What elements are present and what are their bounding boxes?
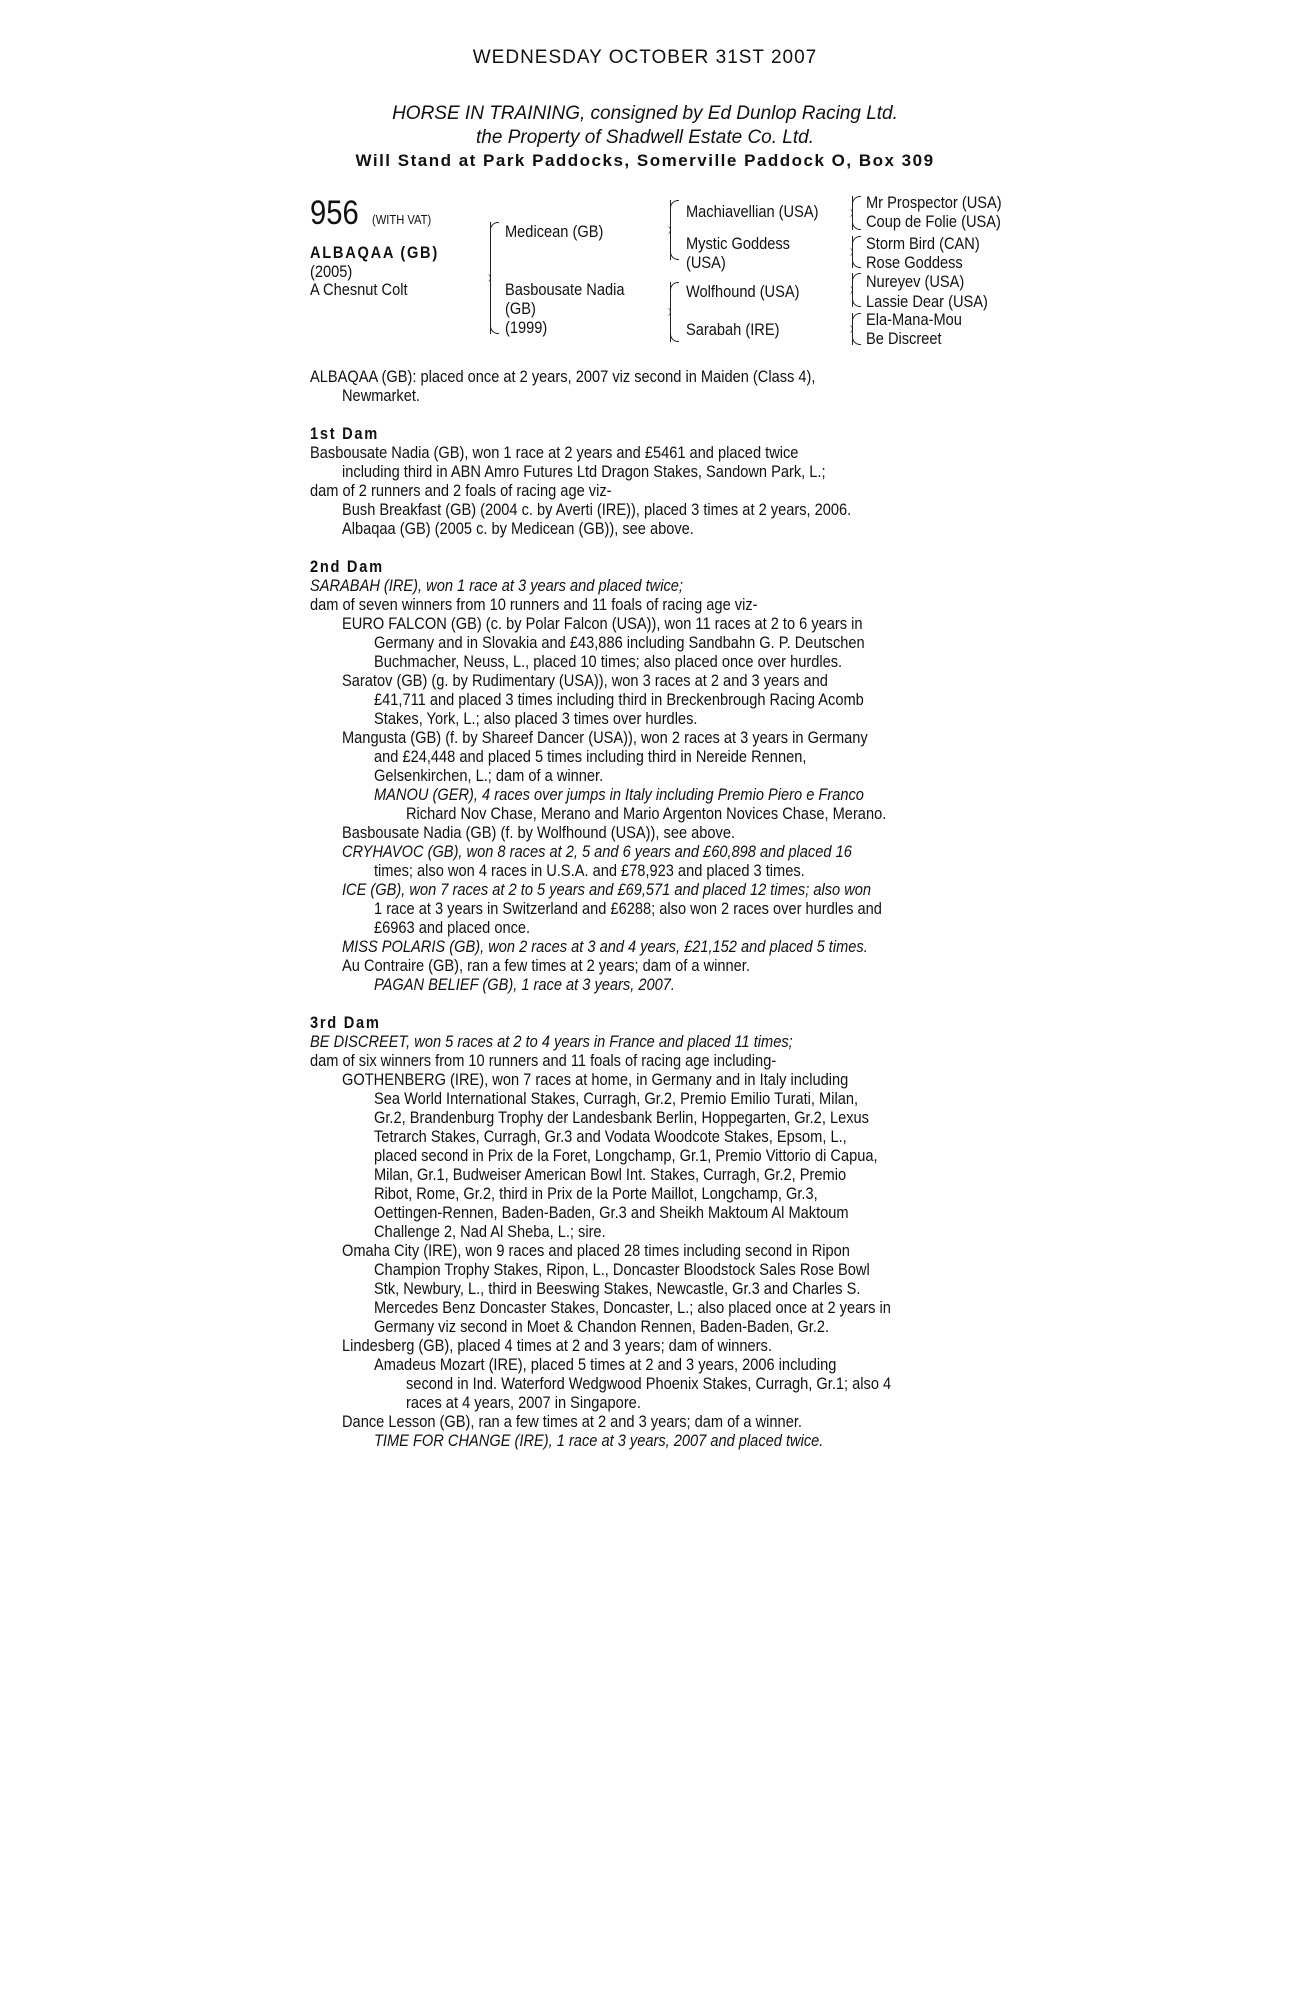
second-dam-line: Au Contraire (GB), ran a few times at 2 years; dam of a winner. [342,956,750,975]
second-dam-line: times; also won 4 races in U.S.A. and £78,923 and placed 3 times. [374,861,805,880]
third-dam-line: GOTHENBERG (IRE), won 7 races at home, in Germany and in Italy including [342,1070,849,1089]
second-dam-line: SARABAH (IRE), won 1 race at 3 years and placed twice; [310,576,683,595]
third-dam-line: Gr.2, Brandenburg Trophy der Landesbank Berlin, Hoppegarten, Gr.2, Lexus [374,1108,869,1127]
second-dam-line: Germany and in Slovakia and £43,886 including Sandbahn G. P. Deutschen [374,633,865,652]
lot-title: HORSE IN TRAINING, consigned by Ed Dunlop Racing Ltd. [392,103,898,124]
pedigree-dam-sire: Wolfhound (USA) [686,282,800,301]
third-dam-line: placed second in Prix de la Foret, Longchamp, Gr.1, Premio Vittorio di Capua, [374,1146,878,1165]
pedigree-brace-ss [852,196,863,230]
second-dam-line: dam of seven winners from 10 runners and 11 foals of racing age viz- [310,595,758,614]
third-dam-line: Dance Lesson (GB), ran a few times at 2 and 3 years; dam of a winner. [342,1412,802,1431]
lot-number: 956 [310,194,359,232]
pedigree-brace-dam [670,282,681,342]
pedigree-sire-sire: Machiavellian (USA) [686,202,819,221]
third-dam-line: BE DISCREET, won 5 races at 2 to 4 years in France and placed 11 times; [310,1032,793,1051]
first-dam-line: Basbousate Nadia (GB), won 1 race at 2 years and £5461 and placed twice [310,443,799,462]
pedigree-dss: Nureyev (USA) [866,272,965,291]
third-dam-line: Amadeus Mozart (IRE), placed 5 times at 2 and 3 years, 2006 including [374,1355,837,1374]
second-dam-line: £41,711 and placed 3 times including third in Breckenbrough Racing Acomb [374,690,864,709]
second-dam-line: 1 race at 3 years in Switzerland and £6288; also won 2 races over hurdles and [374,899,882,918]
second-dam-line: CRYHAVOC (GB), won 8 races at 2, 5 and 6 years and £60,898 and placed 16 [342,842,852,861]
race-record-line: ALBAQAA (GB): placed once at 2 years, 2007 viz second in Maiden (Class 4), [310,367,816,386]
pedigree-dam-dam: Sarabah (IRE) [686,320,780,339]
pedigree-dsd: Lassie Dear (USA) [866,292,988,311]
third-dam-line: Milan, Gr.1, Budweiser American Bowl Int. Stakes, Curragh, Gr.2, Premio [374,1165,847,1184]
vendor-property: the Property of Shadwell Estate Co. Ltd. [476,127,814,148]
third-dam-line: Champion Trophy Stakes, Ripon, L., Doncaster Bloodstock Sales Rose Bowl [374,1260,870,1279]
third-dam-line: Omaha City (IRE), won 9 races and placed 28 times including second in Ripon [342,1241,850,1260]
second-dam-line: Richard Nov Chase, Merano and Mario Argenton Novices Chase, Merano. [406,804,887,823]
pedigree-brace-sire [670,200,681,260]
second-dam-line: ICE (GB), won 7 races at 2 to 5 years and £69,571 and placed 12 times; also won [342,880,872,899]
second-dam-line: MANOU (GER), 4 races over jumps in Italy including Premio Piero e Franco [374,785,864,804]
sale-date: WEDNESDAY OCTOBER 31ST 2007 [472,47,818,68]
first-dam-line: Bush Breakfast (GB) (2004 c. by Averti (IRE)), placed 3 times at 2 years, 2006. [342,500,852,519]
pedigree-sss: Mr Prospector (USA) [866,193,1002,212]
third-dam-line: Lindesberg (GB), placed 4 times at 2 and 3 years; dam of winners. [342,1336,772,1355]
second-dam-line: Saratov (GB) (g. by Rudimentary (USA)), won 3 races at 2 and 3 years and [342,671,828,690]
second-dam-line: Basbousate Nadia (GB) (f. by Wolfhound (USA)), see above. [342,823,736,842]
third-dam-line: Sea World International Stakes, Curragh, Gr.2, Premio Emilio Turati, Milan, [374,1089,859,1108]
pedigree-ddd: Be Discreet [866,329,942,348]
third-dam-line: Stk, Newbury, L., third in Beeswing Stakes, Newcastle, Gr.3 and Charles S. [374,1279,861,1298]
horse-description: A Chesnut Colt [310,280,408,299]
third-dam-line: Mercedes Benz Doncaster Stakes, Doncaster, L.; also placed once at 2 years in [374,1298,891,1317]
third-dam-line: dam of six winners from 10 runners and 11 foals of racing age including- [310,1051,777,1070]
third-dam-line: TIME FOR CHANGE (IRE), 1 race at 3 years, 2007 and placed twice. [374,1431,824,1450]
pedigree-brace-dd [852,313,863,345]
first-dam-heading: 1st Dam [310,424,379,443]
second-dam-heading: 2nd Dam [310,557,384,576]
pedigree-sire-dam: Mystic Goddess [686,234,791,253]
pedigree-dam-year: (1999) [505,318,548,337]
third-dam-heading: 3rd Dam [310,1013,381,1032]
vat-note: (WITH VAT) [372,212,432,227]
foaling-year: (2005) [310,262,353,281]
pedigree-sds: Storm Bird (CAN) [866,234,980,253]
second-dam-line: EURO FALCON (GB) (c. by Polar Falcon (USA)), won 11 races at 2 to 6 years in [342,614,863,633]
pedigree-sire-dam-country: (USA) [686,253,726,272]
second-dam-line: Mangusta (GB) (f. by Shareef Dancer (USA)), won 2 races at 3 years in Germany [342,728,868,747]
second-dam-line: Gelsenkirchen, L.; dam of a winner. [374,766,604,785]
stand-location: Will Stand at Park Paddocks, Somerville Paddock O, Box 309 [355,151,935,170]
second-dam-line: Buchmacher, Neuss, L., placed 10 times; also placed once over hurdles. [374,652,843,671]
pedigree-dam-country: (GB) [505,299,536,318]
first-dam-line: Albaqaa (GB) (2005 c. by Medicean (GB)), see above. [342,519,694,538]
third-dam-line: second in Ind. Waterford Wedgwood Phoenix Stakes, Curragh, Gr.1; also 4 [406,1374,892,1393]
third-dam-line: Tetrarch Stakes, Curragh, Gr.3 and Vodata Woodcote Stakes, Epsom, L., [374,1127,847,1146]
third-dam-line: Challenge 2, Nad Al Sheba, L.; sire. [374,1222,606,1241]
pedigree-dam: Basbousate Nadia [505,280,625,299]
pedigree-brace-ds [852,273,863,307]
third-dam-line: Ribot, Rome, Gr.2, third in Prix de la Porte Maillot, Longchamp, Gr.3, [374,1184,818,1203]
second-dam-line: £6963 and placed once. [374,918,531,937]
pedigree-brace-sd [852,236,863,268]
race-record-line: Newmarket. [342,386,420,405]
second-dam-line: MISS POLARIS (GB), won 2 races at 3 and 4 years, £21,152 and placed 5 times. [342,937,868,956]
third-dam-line: Germany viz second in Moet & Chandon Rennen, Baden-Baden, Gr.2. [374,1317,830,1336]
horse-name: ALBAQAA (GB) [310,243,439,262]
pedigree-sire: Medicean (GB) [505,222,604,241]
first-dam-line: including third in ABN Amro Futures Ltd Dragon Stakes, Sandown Park, L.; [342,462,826,481]
third-dam-line: races at 4 years, 2007 in Singapore. [406,1393,641,1412]
second-dam-line: and £24,448 and placed 5 times including third in Nereide Rennen, [374,747,807,766]
third-dam-line: Oettingen-Rennen, Baden-Baden, Gr.3 and Sheikh Maktoum Al Maktoum [374,1203,849,1222]
pedigree-sdd: Rose Goddess [866,253,963,272]
pedigree-dds: Ela-Mana-Mou [866,310,962,329]
first-dam-line: dam of 2 runners and 2 foals of racing age viz- [310,481,612,500]
second-dam-line: PAGAN BELIEF (GB), 1 race at 3 years, 2007. [374,975,675,994]
pedigree-ssd: Coup de Folie (USA) [866,212,1001,231]
second-dam-line: Stakes, York, L.; also placed 3 times over hurdles. [374,709,698,728]
pedigree-brace-main [490,222,501,334]
